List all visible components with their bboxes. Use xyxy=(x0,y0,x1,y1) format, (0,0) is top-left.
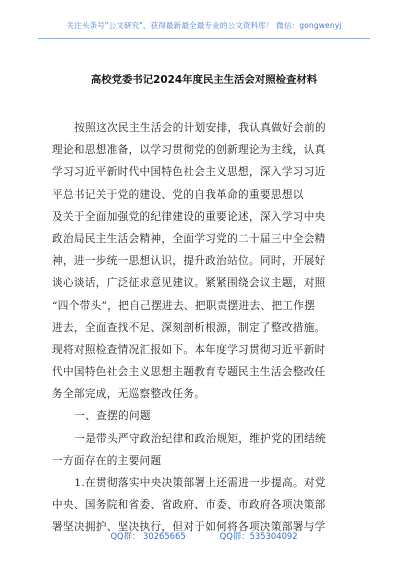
body-line: 进去，全面查找不足、深刻剖析根源，制定了整改措施。 xyxy=(52,321,326,334)
body-line: 按照这次民主生活会的计划安排，我认真做好会前的 xyxy=(74,122,326,134)
body-line: 神，进一步统一思想认识，提升政治站位。同时，开展好 xyxy=(52,255,326,268)
body-line: 平总书记关于党的建设、党的自我革命的重要思想以 xyxy=(52,188,304,201)
footer-qq-group-1: QQ群： 30265665 xyxy=(110,531,186,541)
footer-contact xyxy=(0,530,408,542)
document-body xyxy=(52,117,356,539)
body-line: 1.在贯彻落实中央决策部署上还需进一步提高。对党 xyxy=(74,477,326,489)
body-line: 务全部完成，无巡察整改任务。 xyxy=(52,388,206,401)
body-line: 政治局民主生活会精神，全面学习党的二十届三中全会精 xyxy=(52,232,326,245)
body-line: 谈心谈话，广泛征求意见建议。紧紧围绕会议主题，对照 xyxy=(52,277,326,290)
body-line: 署坚决拥护、坚决执行，但对于如何将各项决策部署与学 xyxy=(52,521,326,534)
header-divider xyxy=(38,38,370,39)
body-line: 中央、国务院和省委、省政府、市委、市政府各项决策部 xyxy=(52,499,326,512)
body-line: 一是带头严守政治纪律和政治规矩，维护党的团结统 xyxy=(74,432,326,445)
body-line: “四个带头”，把自己摆进去、把职责摆进去、把工作摆 xyxy=(52,299,316,312)
body-line: 理论和思想准备，以学习贯彻党的创新理论为主线，认真 xyxy=(52,144,326,157)
section-heading: 一、查摆的问题 xyxy=(74,410,151,423)
footer-qq-group-2: QQ群：535304092 xyxy=(219,531,298,541)
body-line: 及关于全面加强党的纪律建设的重要论述，深入学习中央 xyxy=(52,210,326,223)
document-title: 高校党委书记2024年度民主生活会对照检查材料 xyxy=(90,74,318,86)
body-line: 现将对照检查情况汇报如下。本年度学习贯彻习近平新时 xyxy=(52,343,326,356)
body-line: 代中国特色社会主义思想主题教育专题民主生活会整改任 xyxy=(52,366,326,379)
header-banner: 关注头条号"公文研究"，获得最新最全最专业的公文资料库！ 微信：gongwenyj xyxy=(66,21,342,30)
body-line: 学习习近平新时代中国特色社会主义思想，深入学习习近 xyxy=(52,166,326,179)
body-line: 一方面存在的主要问题 xyxy=(52,454,162,467)
